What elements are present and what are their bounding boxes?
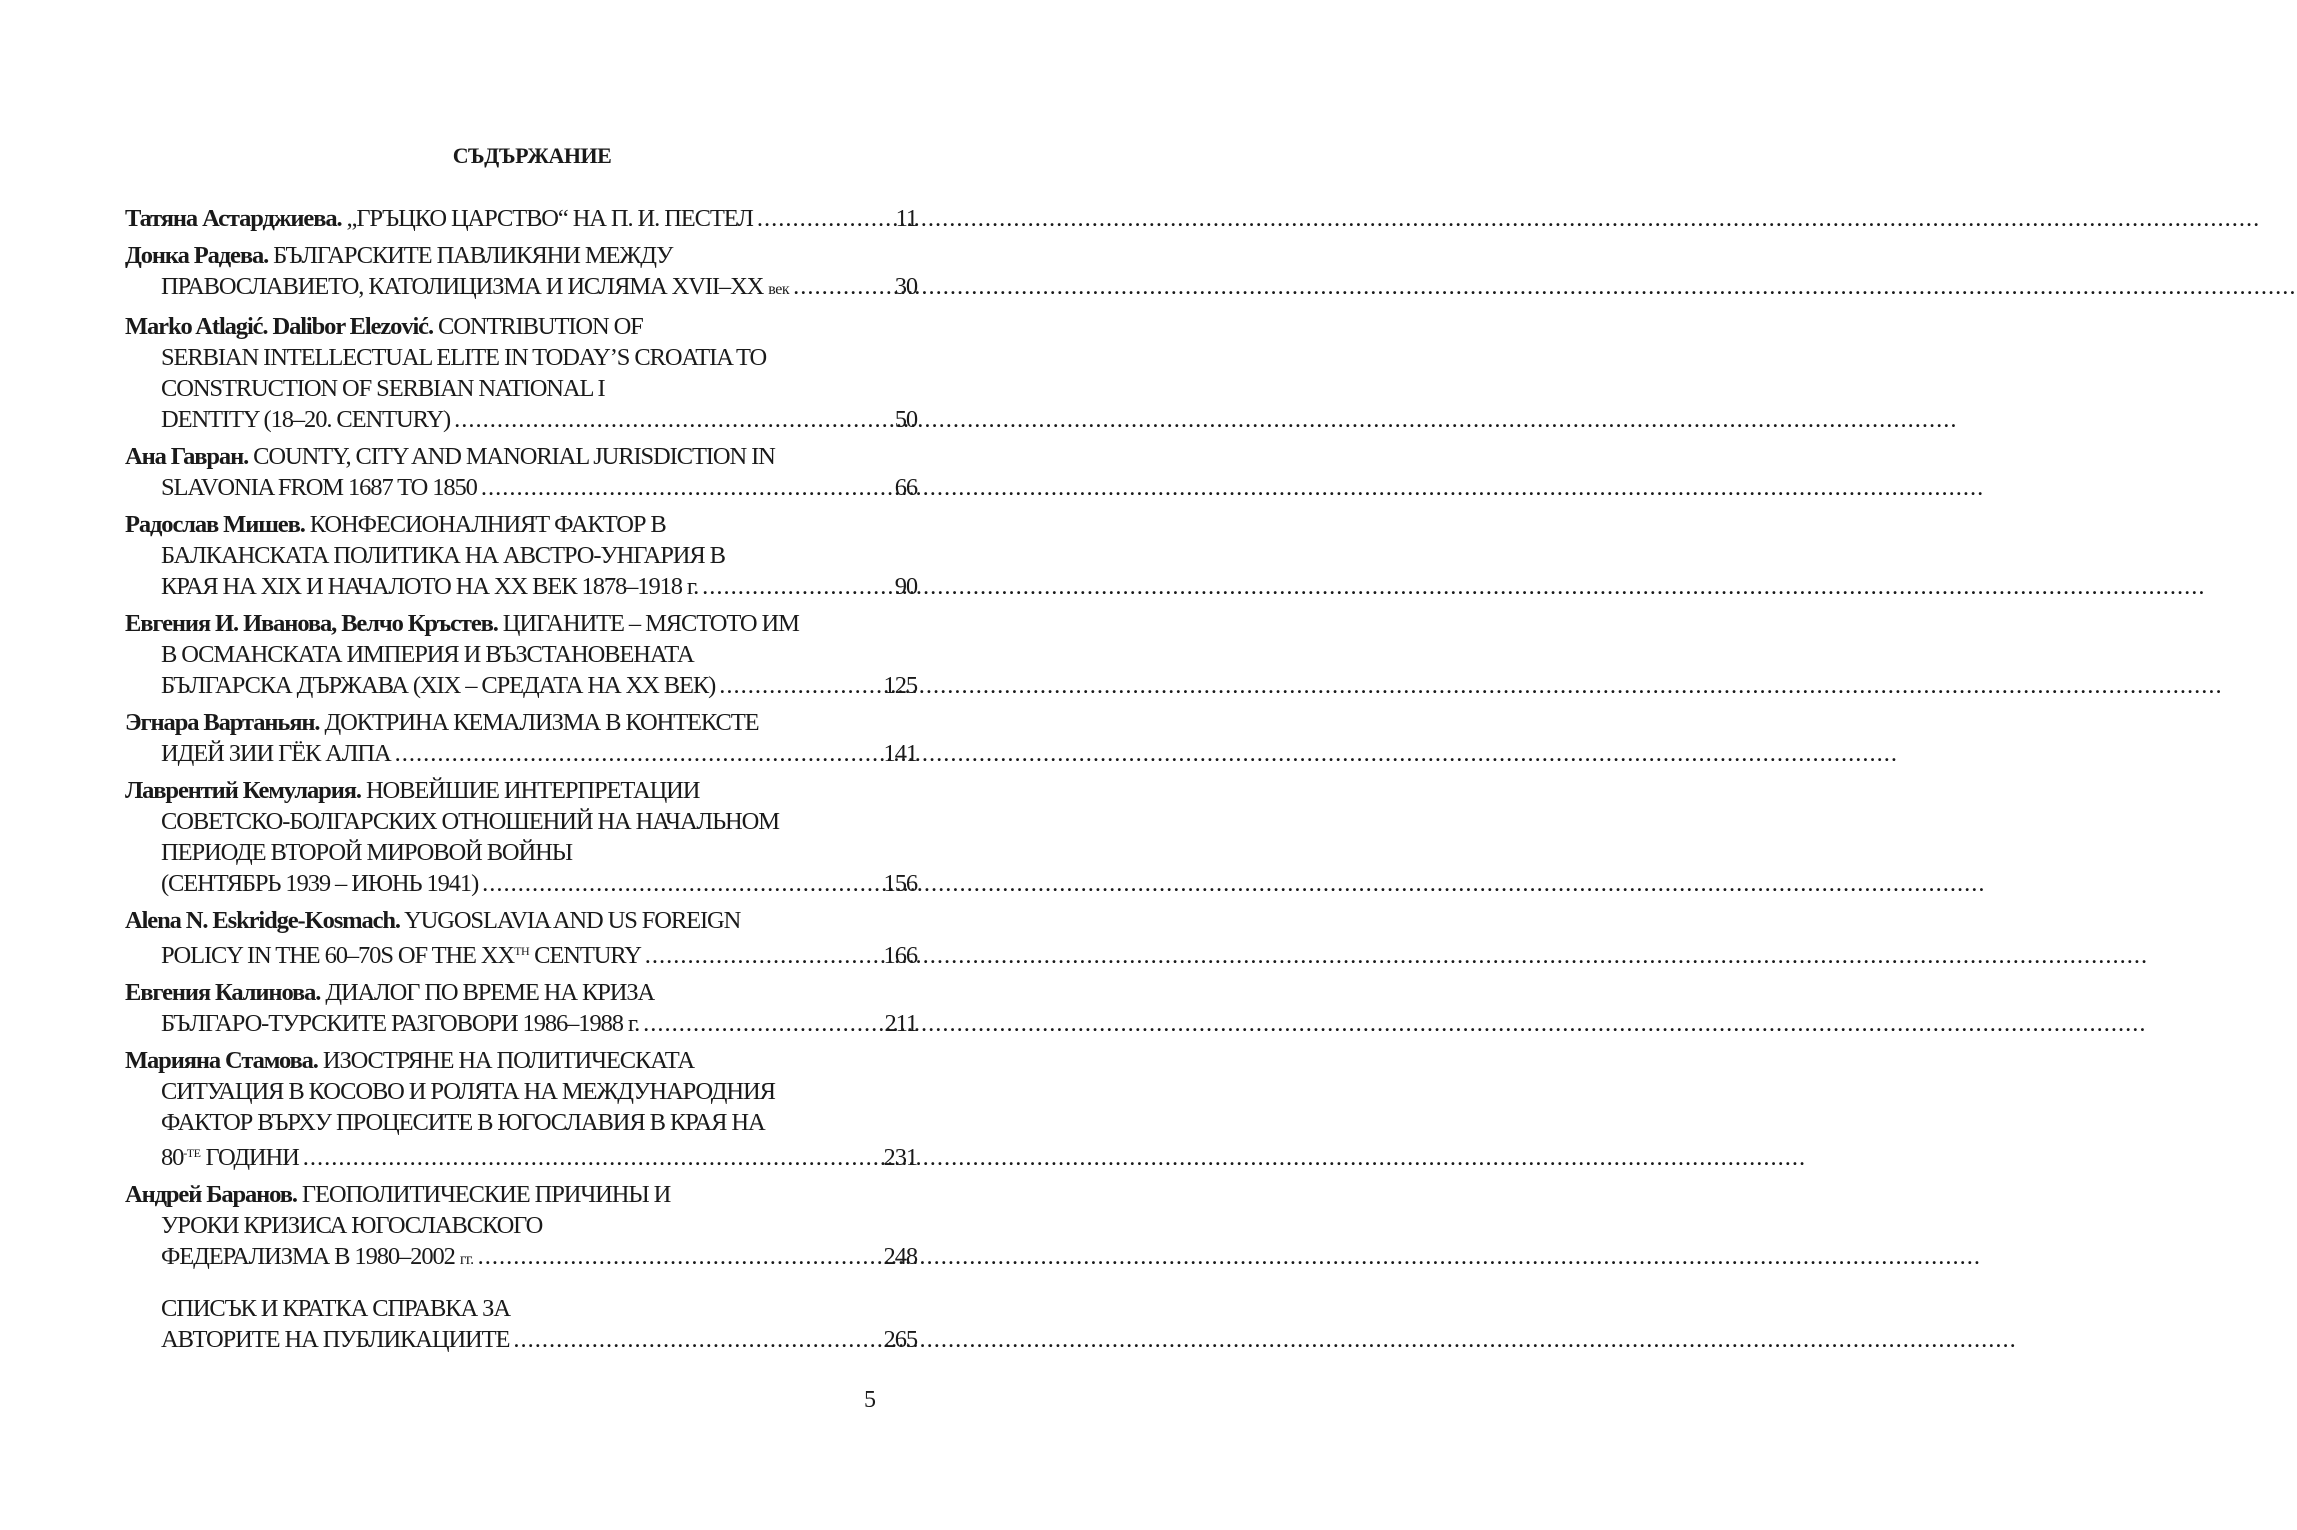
toc-entry: [125, 1179, 917, 1275]
entry-title-line: НОВЕЙШИЕ ИНТЕРПРЕТАЦИИ: [365, 777, 700, 804]
entry-title-line-end: ГОДИНИ: [200, 1144, 299, 1171]
entry-title-line: ЦИГАНИТЕ – МЯСТОТО ИМ: [502, 610, 799, 637]
dot-leader: [719, 670, 877, 701]
entry-title-line: ПРАВОСЛАВИЕТО, КАТОЛИЦИЗМА И ИСЛЯМА XVII–XX: [161, 273, 764, 300]
toc-entry: [125, 203, 917, 234]
entry-title-line: CONSTRUCTION OF SERBIAN NATIONAL I: [161, 375, 605, 402]
page-number: 5: [864, 1387, 876, 1413]
entry-title-line: БЪЛГАРСКИТЕ ПАВЛИКЯНИ МЕЖДУ: [273, 242, 673, 269]
toc-entry: [125, 1045, 917, 1173]
toc-entry: [125, 311, 917, 435]
entry-page: 211: [884, 1010, 917, 1037]
entry-page: 248: [883, 1243, 917, 1270]
entry-title-line: SLAVONIA FROM 1687 TO 1850: [161, 474, 477, 501]
dot-leader: [454, 404, 889, 435]
entry-page: 156: [883, 870, 917, 897]
entry-title-line-end: CENTURY: [529, 942, 641, 969]
entry-author: Ана Гавран.: [125, 443, 249, 470]
entry-title-line: „ГРЪЦКО ЦАРСТВО“ НА П. И. ПЕСТЕЛ: [346, 205, 753, 232]
table-of-contents: [125, 203, 917, 1361]
entry-title-line: КОНФЕСИОНАЛНИЯТ ФАКТОР В: [309, 511, 666, 538]
entry-author: Лаврентий Кемулария.: [125, 777, 361, 804]
entry-author: Марияна Стамова.: [125, 1047, 318, 1074]
dot-leader: [702, 571, 889, 602]
entry-title-line: ГЕОПОЛИТИЧЕСКИЕ ПРИЧИНЫ И: [301, 1181, 671, 1208]
entry-author: Marko Atlagić. Dalibor Elezović.: [125, 313, 433, 340]
entry-title-line: YUGOSLAVIA AND US FOREIGN: [404, 907, 741, 934]
toc-entry: [125, 509, 917, 602]
entry-title-line: СИТУАЦИЯ В КОСОВО И РОЛЯТА НА МЕЖДУНАРОДНИЯ: [161, 1078, 775, 1105]
dot-leader: [478, 1241, 878, 1272]
entry-title-line: В ОСМАНСКАТА ИМПЕРИЯ И ВЪЗСТАНОВЕНАТА: [161, 641, 694, 668]
entry-author: Эгнара Вартаньян.: [125, 709, 320, 736]
dot-leader: [757, 203, 890, 234]
entry-title-line: ПЕРИОДЕ ВТОРОЙ МИРОВОЙ ВОЙНЫ: [161, 839, 572, 866]
entry-author: Донка Радева.: [125, 242, 269, 269]
entry-title-line: ФЕДЕРАЛИЗМА В 1980–2002: [161, 1243, 455, 1270]
entry-title-suffix: век: [768, 281, 790, 298]
superscript: -ТЕ: [183, 1146, 201, 1160]
toc-entry: [125, 441, 917, 503]
entry-page: 30: [894, 273, 917, 300]
toc-entry: [125, 775, 917, 899]
entry-title-line: (СЕНТЯБРЬ 1939 – ИЮНЬ 1941): [161, 870, 479, 897]
entry-title-suffix: гг.: [459, 1251, 474, 1268]
entry-title-line: CONTRIBUTION OF: [438, 313, 643, 340]
dot-leader: [643, 1008, 878, 1039]
dot-leader: [303, 1142, 878, 1173]
entry-page: 231: [883, 1144, 917, 1171]
entry-title-line: СПИСЪК И КРАТКА СПРАВКА ЗА: [161, 1295, 510, 1322]
dot-leader: [645, 940, 878, 971]
toc-entry: [125, 707, 917, 769]
entry-title-line: КРАЯ НА XIX И НАЧАЛОТО НА XX ВЕК 1878–1918 г.: [161, 573, 699, 600]
entry-title-line: ДОКТРИНА КЕМАЛИЗМА В КОНТЕКСТЕ: [324, 709, 759, 736]
entry-title-line: УРОКИ КРИЗИСА ЮГОСЛАВСКОГО: [161, 1212, 543, 1239]
entry-title-line: АВТОРИТЕ НА ПУБЛИКАЦИИТЕ: [161, 1326, 510, 1353]
entry-title-line: БАЛКАНСКАТА ПОЛИТИКА НА АВСТРО-УНГАРИЯ В: [161, 542, 725, 569]
entry-page: 141: [883, 740, 917, 767]
page-title: СЪДЪРЖАНИЕ: [452, 143, 612, 168]
entry-page: 66: [894, 474, 917, 501]
dot-leader: [395, 738, 878, 769]
dot-leader: [793, 271, 889, 302]
toc-entry: [125, 905, 917, 971]
entry-title-line: ИЗОСТРЯНЕ НА ПОЛИТИЧЕСКАТА: [322, 1047, 694, 1074]
dot-leader: [482, 868, 877, 899]
entry-author: Андрей Баранов.: [125, 1181, 297, 1208]
toc-entry: [125, 1293, 917, 1355]
document-page: [0, 0, 1080, 1530]
superscript: TH: [514, 944, 530, 958]
entry-title-line: ДИАЛОГ ПО ВРЕМЕ НА КРИЗА: [325, 979, 655, 1006]
toc-entry: [125, 240, 917, 305]
entry-title-line: COUNTY, CITY AND MANORIAL JURISDICTION IN: [253, 443, 775, 470]
entry-page: 166: [883, 942, 917, 969]
entry-title-line: БЪЛГАРСКА ДЪРЖАВА (XIX – СРЕДАТА НА XX ВЕК): [161, 672, 716, 699]
entry-title-line: СОВЕТСКО-БОЛГАРСКИХ ОТНОШЕНИЙ НА НАЧАЛЬНОМ: [161, 808, 779, 835]
entry-page: 11: [895, 205, 917, 232]
entry-author: Евгения Калинова.: [125, 979, 321, 1006]
entry-title-line: SERBIAN INTELLECTUAL ELITE IN TODAY’S CROATIA TO: [161, 344, 767, 371]
entry-title-line: POLICY IN THE 60–70S OF THE XX: [161, 942, 515, 969]
entry-page: 90: [894, 573, 917, 600]
entry-title-line: 80: [161, 1144, 184, 1171]
entry-author: Татяна Астарджиева.: [125, 205, 342, 232]
toc-entry: [125, 977, 917, 1039]
entry-page: 265: [883, 1326, 917, 1353]
entry-title-line: ИДЕЙ ЗИИ ГЁК АЛПА: [161, 740, 391, 767]
entry-page: 125: [883, 672, 917, 699]
dot-leader: [481, 472, 889, 503]
dot-leader: [513, 1324, 877, 1355]
entry-title-line: DENTITY (18–20. CENTURY): [161, 406, 451, 433]
entry-title-line: БЪЛГАРО-ТУРСКИТЕ РАЗГОВОРИ 1986–1988 г.: [161, 1010, 640, 1037]
entry-author: Alena N. Eskridge-Kosmach.: [125, 907, 400, 934]
entry-author: Радослав Мишев.: [125, 511, 305, 538]
entry-title-line: ФАКТОР ВЪРХУ ПРОЦЕСИТЕ В ЮГОСЛАВИЯ В КРАЯ НА: [161, 1109, 765, 1136]
entry-page: 50: [894, 406, 917, 433]
toc-entry: [125, 608, 917, 701]
entry-author: Евгения И. Иванова, Велчо Кръстев.: [125, 610, 498, 637]
